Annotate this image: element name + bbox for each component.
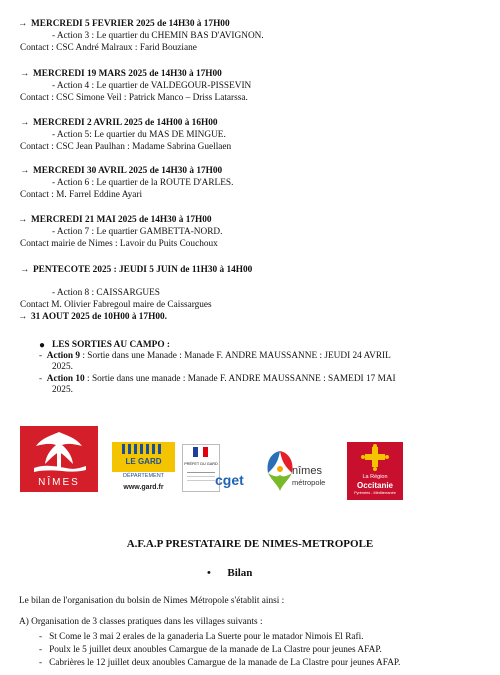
schedule-action-1: - Action 3 : Le quartier du CHEMIN BAS D'AVIGNON.	[52, 31, 264, 41]
schedule-contact-3: Contact : CSC Jean Paulhan : Madame Sabrina Guellaen	[20, 142, 232, 152]
gard-yellow-band	[112, 442, 175, 472]
bilan-heading: • Bilan	[207, 567, 253, 579]
gard-stripes-icon	[112, 442, 175, 458]
schedule-date-2: → MERCREDI 19 MARS 2025 de 14H30 à 17H00	[20, 69, 222, 79]
section-title: A.F.A.P PRESTATAIRE DE NIMES-METROPOLE	[126, 538, 374, 550]
schedule-contact-6: Contact M. Olivier Fabregoul maire de Caissargues	[20, 300, 212, 310]
prefet-line	[187, 476, 215, 477]
schedule-action-3: - Action 5: Le quartier du MAS DE MINGUE.	[52, 130, 226, 140]
logo-nimes-text: NÎMES	[38, 477, 80, 488]
campo-title: LES SORTIES AU CAMPO :	[52, 340, 170, 350]
logo-gard	[112, 442, 175, 496]
logo-nimes-metropole	[264, 447, 334, 495]
bilan-section-a: A) Organisation de 3 classes pratiques dans les villages suivants :	[19, 617, 263, 627]
schedule-contact-2: Contact : CSC Simone Veil : Patrick Manco – Driss Latarssa.	[20, 93, 248, 103]
region-label: La Région	[362, 474, 388, 480]
bullet-dot: ●	[39, 340, 46, 351]
bilan-intro: Le bilan de l'organisation du bolsin de Nimes Métropole s'établit ainsi :	[19, 596, 285, 606]
prefet-text: PRÉFET DU GARD	[184, 462, 218, 466]
bilan-item: - Cabrières le 12 juillet deux anoubles Camargue de la manade de La Clastre pour jeunes AFAP.	[39, 658, 401, 668]
prefet-line	[187, 480, 215, 481]
logo-cget: cget	[215, 472, 244, 488]
schedule-date-6: → PENTECOTE 2025 : JEUDI 5 JUIN de 11H30 à 14H00	[20, 265, 253, 275]
nimes-metropole-name: nîmes	[292, 465, 322, 477]
campo-item-1: - Action 9 : Sortie dans une Manade : Manade F. ANDRE MAUSSANNE : JEUDI 24 AVRIL	[39, 351, 391, 361]
gard-url: www.gard.fr	[123, 484, 164, 491]
schedule-action-2: - Action 4 : Le quartier de VALDEGOUR-PISSEVIN	[52, 81, 252, 91]
gard-subtitle: DÉPARTEMENT	[122, 473, 165, 479]
crocodile-palm-icon	[20, 426, 98, 476]
schedule-date-3: → MERCREDI 2 AVRIL 2025 de 14H00 à 16H00	[20, 118, 218, 128]
nimes-metropole-sub: métropole	[292, 478, 326, 487]
gard-title: LE GARD	[125, 457, 162, 466]
schedule-date-4: → MERCREDI 30 AVRIL 2025 de 14H30 à 17H00	[20, 166, 223, 176]
bilan-item: - Poulx le 5 juillet deux anoubles Camargue de la manade de La Clastre pour jeunes AFAP.	[39, 645, 382, 655]
schedule-action-6: - Action 8 : CAISSARGUES	[52, 288, 160, 298]
campo-item-2: - Action 10 : Sortie dans une manade : Manade F. ANDRE MAUSSANNE : SAMEDI 17 MAI	[39, 374, 396, 384]
schedule-date-1: → MERCREDI 5 FEVRIER 2025 de 14H30 à 17H00	[18, 19, 230, 29]
schedule-action-5: - Action 7 : Le quartier GAMBETTA-NORD.	[52, 227, 223, 237]
region-name: Occitanie	[356, 481, 393, 490]
occitan-cross-icon	[347, 442, 403, 472]
bilan-item: - St Come le 3 mai 2 erales de la ganaderia La Suerte pour le matador Nimois El Rafi.	[39, 632, 364, 642]
schedule-contact-4: Contact : M. Farrel Eddine Ayari	[20, 190, 143, 200]
schedule-action-4: - Action 6 : Le quartier de la ROUTE D'ARLES.	[52, 178, 234, 188]
logo-occitanie	[347, 442, 403, 500]
schedule-contact-1: Contact : CSC André Malraux : Farid Bouziane	[20, 43, 197, 53]
schedule-date-7: → 31 AOUT 2025 de 10H00 à 17H00.	[18, 312, 167, 322]
campo-item-1-cont: 2025.	[52, 362, 73, 372]
marianne-icon	[183, 445, 219, 461]
schedule-date-5: → MERCREDI 21 MAI 2025 de 14H30 à 17H00	[18, 215, 212, 225]
schedule-contact-5: Contact mairie de Nimes : Lavoir du Puits Couchoux	[20, 239, 218, 249]
campo-item-2-cont: 2025.	[52, 385, 73, 395]
region-sub: Pyrénées - Méditerranée	[354, 491, 396, 495]
prefet-divider	[187, 472, 215, 473]
logo-nimes	[20, 426, 98, 492]
